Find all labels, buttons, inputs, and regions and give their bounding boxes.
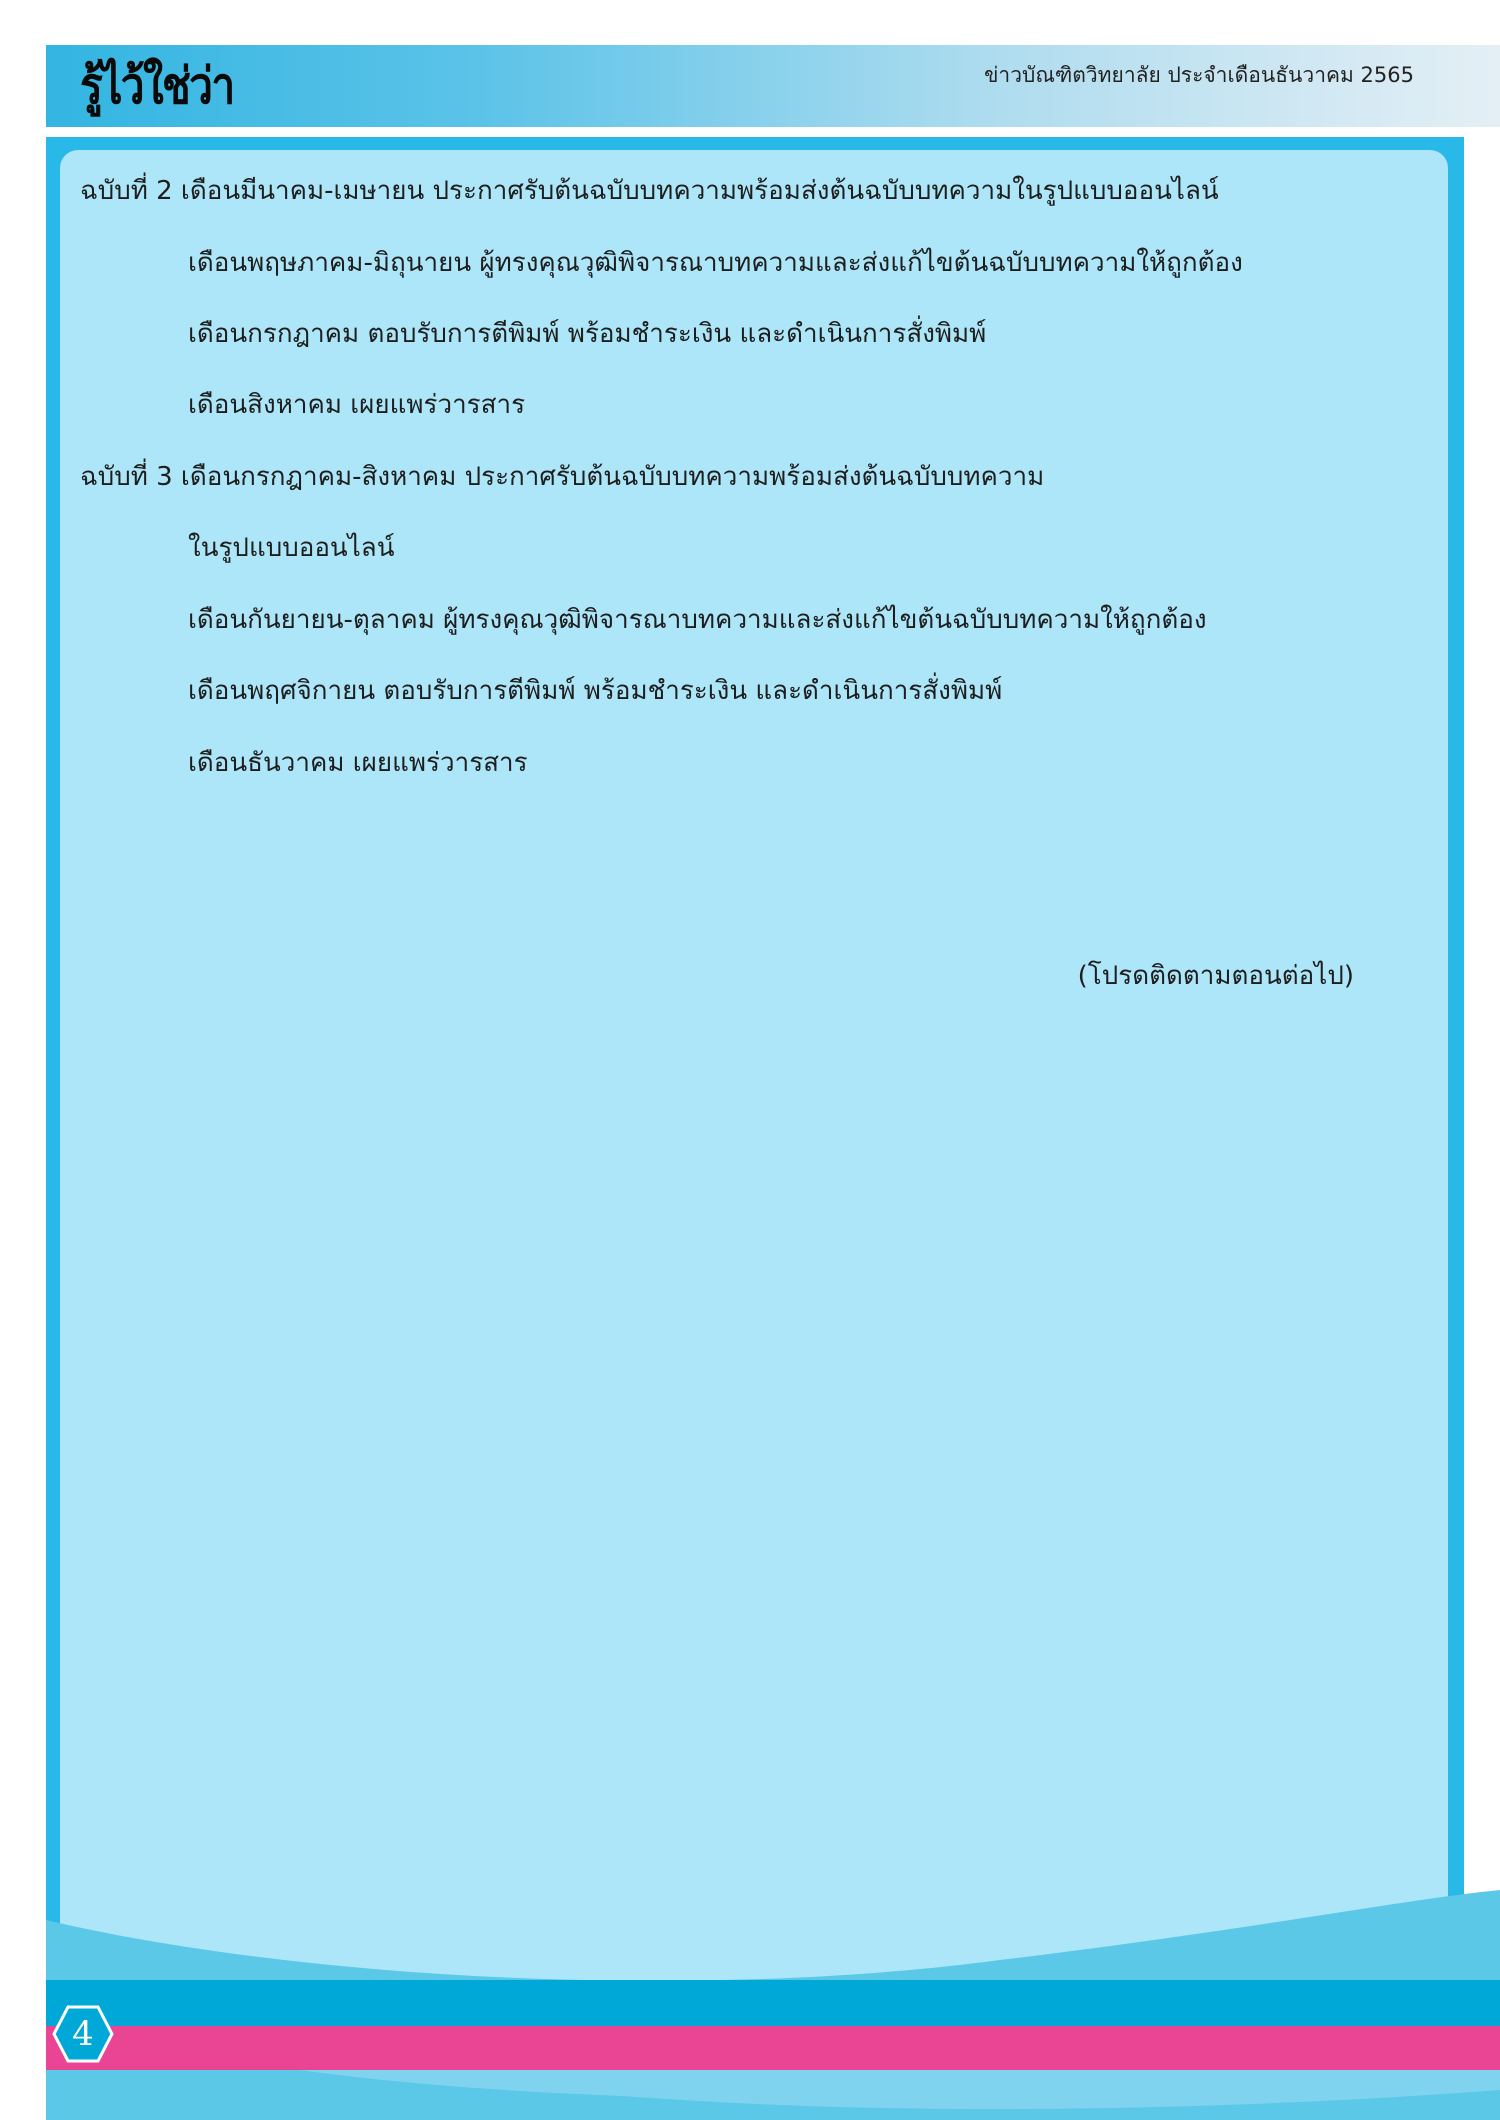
body-line: เดือนพฤศจิกายน ตอบรับการตีพิมพ์ พร้อมชำระเงิน และดำเนินการสั่งพิมพ์ — [188, 676, 1003, 706]
body-line: เดือนกันยายน-ตุลาคม ผู้ทรงคุณวุฒิพิจารณาบทความและส่งแก้ไขต้นฉบับบทความให้ถูกต้อง — [188, 605, 1207, 635]
body-line: เดือนสิงหาคม เผยแพร่วารสาร — [188, 390, 526, 420]
body-line: ฉบับที่ 2 เดือนมีนาคม-เมษายน ประกาศรับต้นฉบับบทความพร้อมส่งต้นฉบับบทความในรูปแบบออนไลน์ — [80, 176, 1219, 206]
body-line: ในรูปแบบออนไลน์ — [188, 533, 395, 563]
newsletter-subtitle: ข่าวบัณฑิตวิทยาลัย ประจำเดือนธันวาคม 2565 — [984, 63, 1414, 87]
page-number: 4 — [72, 2014, 94, 2054]
page-header — [46, 45, 1500, 127]
body-line: เดือนธันวาคม เผยแพร่วารสาร — [188, 748, 528, 778]
body-line: เดือนกรกฎาคม ตอบรับการตีพิมพ์ พร้อมชำระเงิน และดำเนินการสั่งพิมพ์ — [188, 319, 987, 349]
body-line: เดือนพฤษภาคม-มิถุนายน ผู้ทรงคุณวุฒิพิจารณาบทความและส่งแก้ไขต้นฉบับบทความให้ถูกต้อง — [188, 248, 1243, 278]
footer-band-pink — [46, 2026, 1500, 2070]
body-line: ฉบับที่ 3 เดือนกรกฎาคม-สิงหาคม ประกาศรับต้นฉบับบทความพร้อมส่งต้นฉบับบทความ — [80, 462, 1045, 492]
footer-decoration — [0, 1850, 1500, 2120]
continue-note: (โปรดติดตามตอนต่อไป) — [1077, 961, 1354, 991]
footer-band-blue — [46, 1980, 1500, 2026]
section-title: รู้ไว้ใช่ว่า — [80, 57, 234, 115]
